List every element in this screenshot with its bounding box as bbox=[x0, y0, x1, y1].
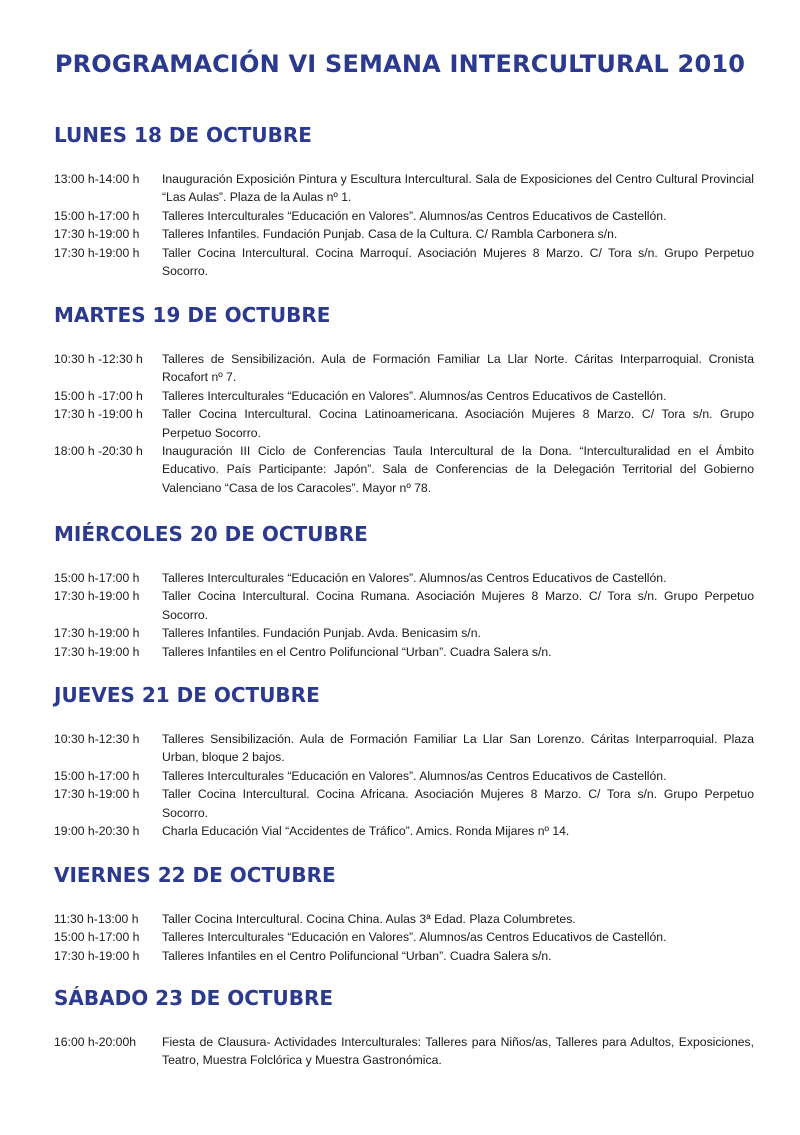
day-heading: MIÉRCOLES 20 DE OCTUBRE bbox=[54, 522, 368, 546]
entry-time: 17:30 h-19:00 h bbox=[54, 626, 140, 641]
entry-description: Taller Cocina Intercultural. Cocina Africana. Asociación Mujeres 8 Marzo. C/ Tora s/n. Grupo Perpetuo Socorro. bbox=[162, 787, 754, 820]
day-heading: MARTES 19 DE OCTUBRE bbox=[54, 303, 331, 327]
day-section-lunes bbox=[54, 122, 754, 280]
entry-time: 17:30 h-19:00 h bbox=[54, 589, 140, 604]
day-heading: LUNES 18 DE OCTUBRE bbox=[54, 123, 312, 147]
entry-description: Talleres Interculturales “Educación en Valores”. Alumnos/as Centros Educativos de Castellón. bbox=[162, 768, 667, 783]
entry-time: 17:30 h-19:00 h bbox=[54, 787, 140, 802]
day-section-sabado bbox=[54, 985, 754, 1070]
schedule-entry bbox=[54, 730, 754, 767]
schedule-entry bbox=[54, 170, 754, 207]
entry-time: 15:00 h-17:00 h bbox=[54, 208, 140, 223]
entry-time: 19:00 h-20:30 h bbox=[54, 824, 140, 839]
day-section-viernes bbox=[54, 862, 754, 965]
entry-description: Fiesta de Clausura- Actividades Interculturales: Talleres para Niños/as, Talleres para Adultos, Exposiciones, Teatro, Muestra Folclórica y Muestra Gastronómica. bbox=[162, 1035, 754, 1068]
schedule-entry bbox=[54, 387, 754, 405]
entry-time: 15:00 h-17:00 h bbox=[54, 930, 140, 945]
schedule-entry bbox=[54, 767, 754, 785]
schedule-entry bbox=[54, 822, 754, 840]
entry-time: 15:00 h -17:00 h bbox=[54, 388, 143, 403]
schedule-entry bbox=[54, 947, 754, 965]
entry-description: Talleres Infantiles en el Centro Polifuncional “Urban”. Cuadra Salera s/n. bbox=[162, 644, 552, 659]
entry-description: Talleres Sensibilización. Aula de Formación Familiar La Llar San Lorenzo. Cáritas Interparroquial. Plaza Urban, bloque 2 bajos. bbox=[162, 732, 754, 765]
entry-description: Taller Cocina Intercultural. Cocina Latinoamericana. Asociación Mujeres 8 Marzo. C/ Tora s/n. Grupo Perpetuo Socorro. bbox=[162, 407, 754, 440]
schedule-entry bbox=[54, 225, 754, 243]
page-title: PROGRAMACIÓN VI SEMANA INTERCULTURAL 2010 bbox=[54, 50, 746, 78]
schedule-entry bbox=[54, 643, 754, 661]
schedule-entry bbox=[54, 405, 754, 442]
entry-description: Talleres Infantiles. Fundación Punjab. Casa de la Cultura. C/ Rambla Carbonera s/n. bbox=[162, 227, 618, 242]
schedule-entry bbox=[54, 244, 754, 281]
schedule-entry bbox=[54, 910, 754, 928]
entry-time: 17:30 h-19:00 h bbox=[54, 948, 140, 963]
schedule-entry bbox=[54, 587, 754, 624]
entry-description: Inauguración Exposición Pintura y Escultura Intercultural. Sala de Exposiciones del Centro Cultural Provincial “Las Aulas”. Plaza de la Aulas nº 1. bbox=[162, 172, 754, 205]
entry-description: Taller Cocina Intercultural. Cocina Rumana. Asociación Mujeres 8 Marzo. C/ Tora s/n. Grupo Perpetuo Socorro. bbox=[162, 589, 754, 622]
entry-description: Talleres Interculturales “Educación en Valores”. Alumnos/as Centros Educativos de Castellón. bbox=[162, 388, 667, 403]
entry-time: 15:00 h-17:00 h bbox=[54, 768, 140, 783]
entry-description: Talleres Infantiles en el Centro Polifuncional “Urban”. Cuadra Salera s/n. bbox=[162, 948, 552, 963]
entry-description: Talleres Infantiles. Fundación Punjab. Avda. Benicasim s/n. bbox=[162, 626, 481, 641]
entry-time: 16:00 h-20:00h bbox=[54, 1035, 136, 1049]
schedule-entry bbox=[54, 785, 754, 822]
entry-description: Taller Cocina Intercultural. Cocina China. Aulas 3ª Edad. Plaza Columbretes. bbox=[162, 912, 576, 926]
entry-time: 10:30 h -12:30 h bbox=[54, 352, 143, 366]
day-section-miercoles bbox=[54, 521, 754, 661]
entry-time: 11:30 h-13:00 h bbox=[54, 912, 139, 926]
schedule-entry bbox=[54, 350, 754, 387]
entry-description: Talleres Interculturales “Educación en Valores”. Alumnos/as Centros Educativos de Castellón. bbox=[162, 208, 667, 223]
schedule-entry bbox=[54, 1033, 754, 1070]
day-heading: VIERNES 22 DE OCTUBRE bbox=[54, 863, 336, 887]
entry-time: 15:00 h-17:00 h bbox=[54, 571, 140, 585]
entry-time: 17:30 h-19:00 h bbox=[54, 245, 140, 260]
entry-description: Talleres Interculturales “Educación en Valores”. Alumnos/as Centros Educativos de Castellón. bbox=[162, 571, 667, 585]
entry-time: 10:30 h-12:30 h bbox=[54, 732, 140, 746]
day-section-martes bbox=[54, 302, 754, 497]
entry-time: 17:30 h-19:00 h bbox=[54, 227, 140, 242]
schedule-entry bbox=[54, 569, 754, 587]
entry-time: 13:00 h-14:00 h bbox=[54, 172, 140, 186]
day-heading: SÁBADO 23 DE OCTUBRE bbox=[54, 986, 334, 1010]
schedule-entry bbox=[54, 624, 754, 642]
day-section-jueves bbox=[54, 682, 754, 840]
entry-time: 17:30 h-19:00 h bbox=[54, 644, 140, 659]
entry-description: Charla Educación Vial “Accidentes de Tráfico”. Amics. Ronda Mijares nº 14. bbox=[162, 824, 570, 839]
entry-description: Talleres Interculturales “Educación en Valores”. Alumnos/as Centros Educativos de Castellón. bbox=[162, 930, 667, 945]
schedule-entry bbox=[54, 207, 754, 225]
entry-time: 18:00 h -20:30 h bbox=[54, 444, 143, 459]
entry-description: Inauguración III Ciclo de Conferencias Taula Intercultural de la Dona. “Interculturalidad en el Ámbito Educativo. País Participante: Japón”. Sala de Conferencias de la Delegación Territorial del Gobierno Valenciano “Casa de los Caracoles”. Mayor nº 78. bbox=[162, 444, 754, 495]
day-heading: JUEVES 21 DE OCTUBRE bbox=[54, 683, 320, 707]
entry-description: Taller Cocina Intercultural. Cocina Marroquí. Asociación Mujeres 8 Marzo. C/ Tora s/n. Grupo Perpetuo Socorro. bbox=[162, 245, 754, 279]
schedule-entry bbox=[54, 928, 754, 946]
schedule-entry bbox=[54, 442, 754, 497]
entry-description: Talleres de Sensibilización. Aula de Formación Familiar La Llar Norte. Cáritas Interparroquial. Cronista Rocafort nº 7. bbox=[162, 352, 754, 385]
entry-time: 17:30 h -19:00 h bbox=[54, 407, 143, 422]
